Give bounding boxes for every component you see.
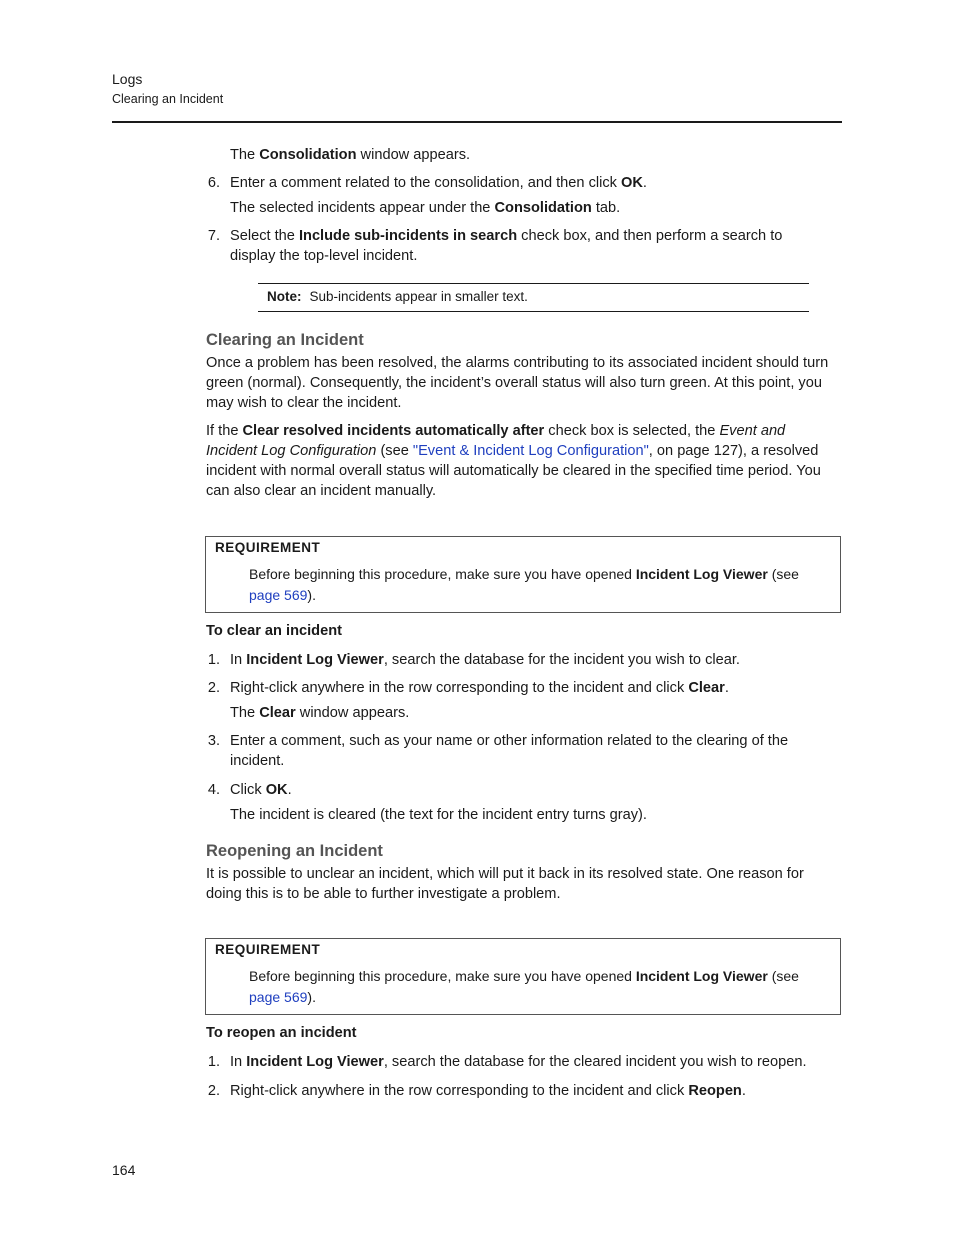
consolidation-window-result: The Consolidation window appears. (230, 147, 471, 163)
running-header-subsection: Clearing an Incident (112, 92, 224, 106)
running-header-section: Logs (112, 71, 143, 87)
clear-step-1-number: 1. (207, 652, 220, 668)
requirement-text: Before beginning this procedure, make sure you have opened Incident Log Viewer (see page 569). (249, 968, 799, 1005)
page-569-link[interactable]: page 569 (249, 587, 308, 603)
note-label: Note: (267, 289, 302, 304)
clear-step-2-result: The Clear window appears. (230, 705, 410, 721)
clear-step-3-number: 3. (207, 733, 220, 749)
heading-reopening-incident: Reopening an Incident (206, 842, 383, 860)
reopen-step-2-text: Right-click anywhere in the row corresponding to the incident and click Reopen. (230, 1083, 746, 1099)
clear-step-2-number: 2. (207, 680, 220, 696)
step-6-number: 6. (207, 175, 220, 191)
clear-step-4-text: Click OK. (230, 782, 292, 798)
step-7-number: 7. (207, 228, 220, 244)
requirement-box-clear (205, 536, 841, 613)
requirement-title: REQUIREMENT (215, 942, 321, 957)
step-6-result: The selected incidents appear under the Consolidation tab. (230, 200, 621, 216)
procedure-title-reopen: To reopen an incident (206, 1025, 357, 1041)
header-rule (112, 121, 842, 123)
requirement-text: Before beginning this procedure, make sure you have opened Incident Log Viewer (see page 569). (249, 566, 799, 603)
note-box (258, 283, 809, 312)
event-incident-log-config-link[interactable]: "Event & Incident Log Configuration" (412, 443, 649, 459)
clear-step-3-text: Enter a comment, such as your name or other information related to the clearing of the incident. (230, 733, 789, 769)
clear-step-4-result: The incident is cleared (the text for the incident entry turns gray). (230, 807, 647, 823)
procedure-title-clear: To clear an incident (206, 623, 342, 639)
clearing-paragraph-2: If the Clear resolved incidents automatically after check box is selected, the Event and Incident Log Configuration (see "Event & Incident Log Configuration", on page 127), a resolved incident with normal overall status will automatically be cleared in the specified time period. You can also clear an incident manually. (206, 423, 821, 499)
clear-step-1-text: In Incident Log Viewer, search the database for the incident you wish to clear. (230, 652, 740, 668)
page-number: 164 (112, 1162, 136, 1178)
reopen-step-2-number: 2. (207, 1083, 220, 1099)
step-7-text: Select the Include sub-incidents in search check box, and then perform a search to display the top-level incident. (230, 228, 783, 264)
heading-clearing-incident: Clearing an Incident (206, 331, 364, 349)
step-6-text: Enter a comment related to the consolidation, and then click OK. (230, 175, 647, 191)
requirement-title: REQUIREMENT (215, 540, 321, 555)
reopen-step-1-text: In Incident Log Viewer, search the database for the cleared incident you wish to reopen. (230, 1054, 807, 1070)
requirement-box-reopen (205, 938, 841, 1015)
note-text: Sub-incidents appear in smaller text. (309, 289, 528, 304)
reopening-paragraph-1: It is possible to unclear an incident, which will put it back in its resolved state. One reason for doing this is to be able to further investigate a problem. (206, 866, 804, 902)
clearing-paragraph-1: Once a problem has been resolved, the alarms contributing to its associated incident should turn green (normal). Consequently, the incident’s overall status will also turn green. At this point, you may wish to clear the incident. (206, 355, 829, 411)
page-569-link[interactable]: page 569 (249, 989, 308, 1005)
clear-step-2-text: Right-click anywhere in the row corresponding to the incident and click Clear. (230, 680, 729, 696)
reopen-step-1-number: 1. (207, 1054, 220, 1070)
clear-step-4-number: 4. (207, 782, 220, 798)
